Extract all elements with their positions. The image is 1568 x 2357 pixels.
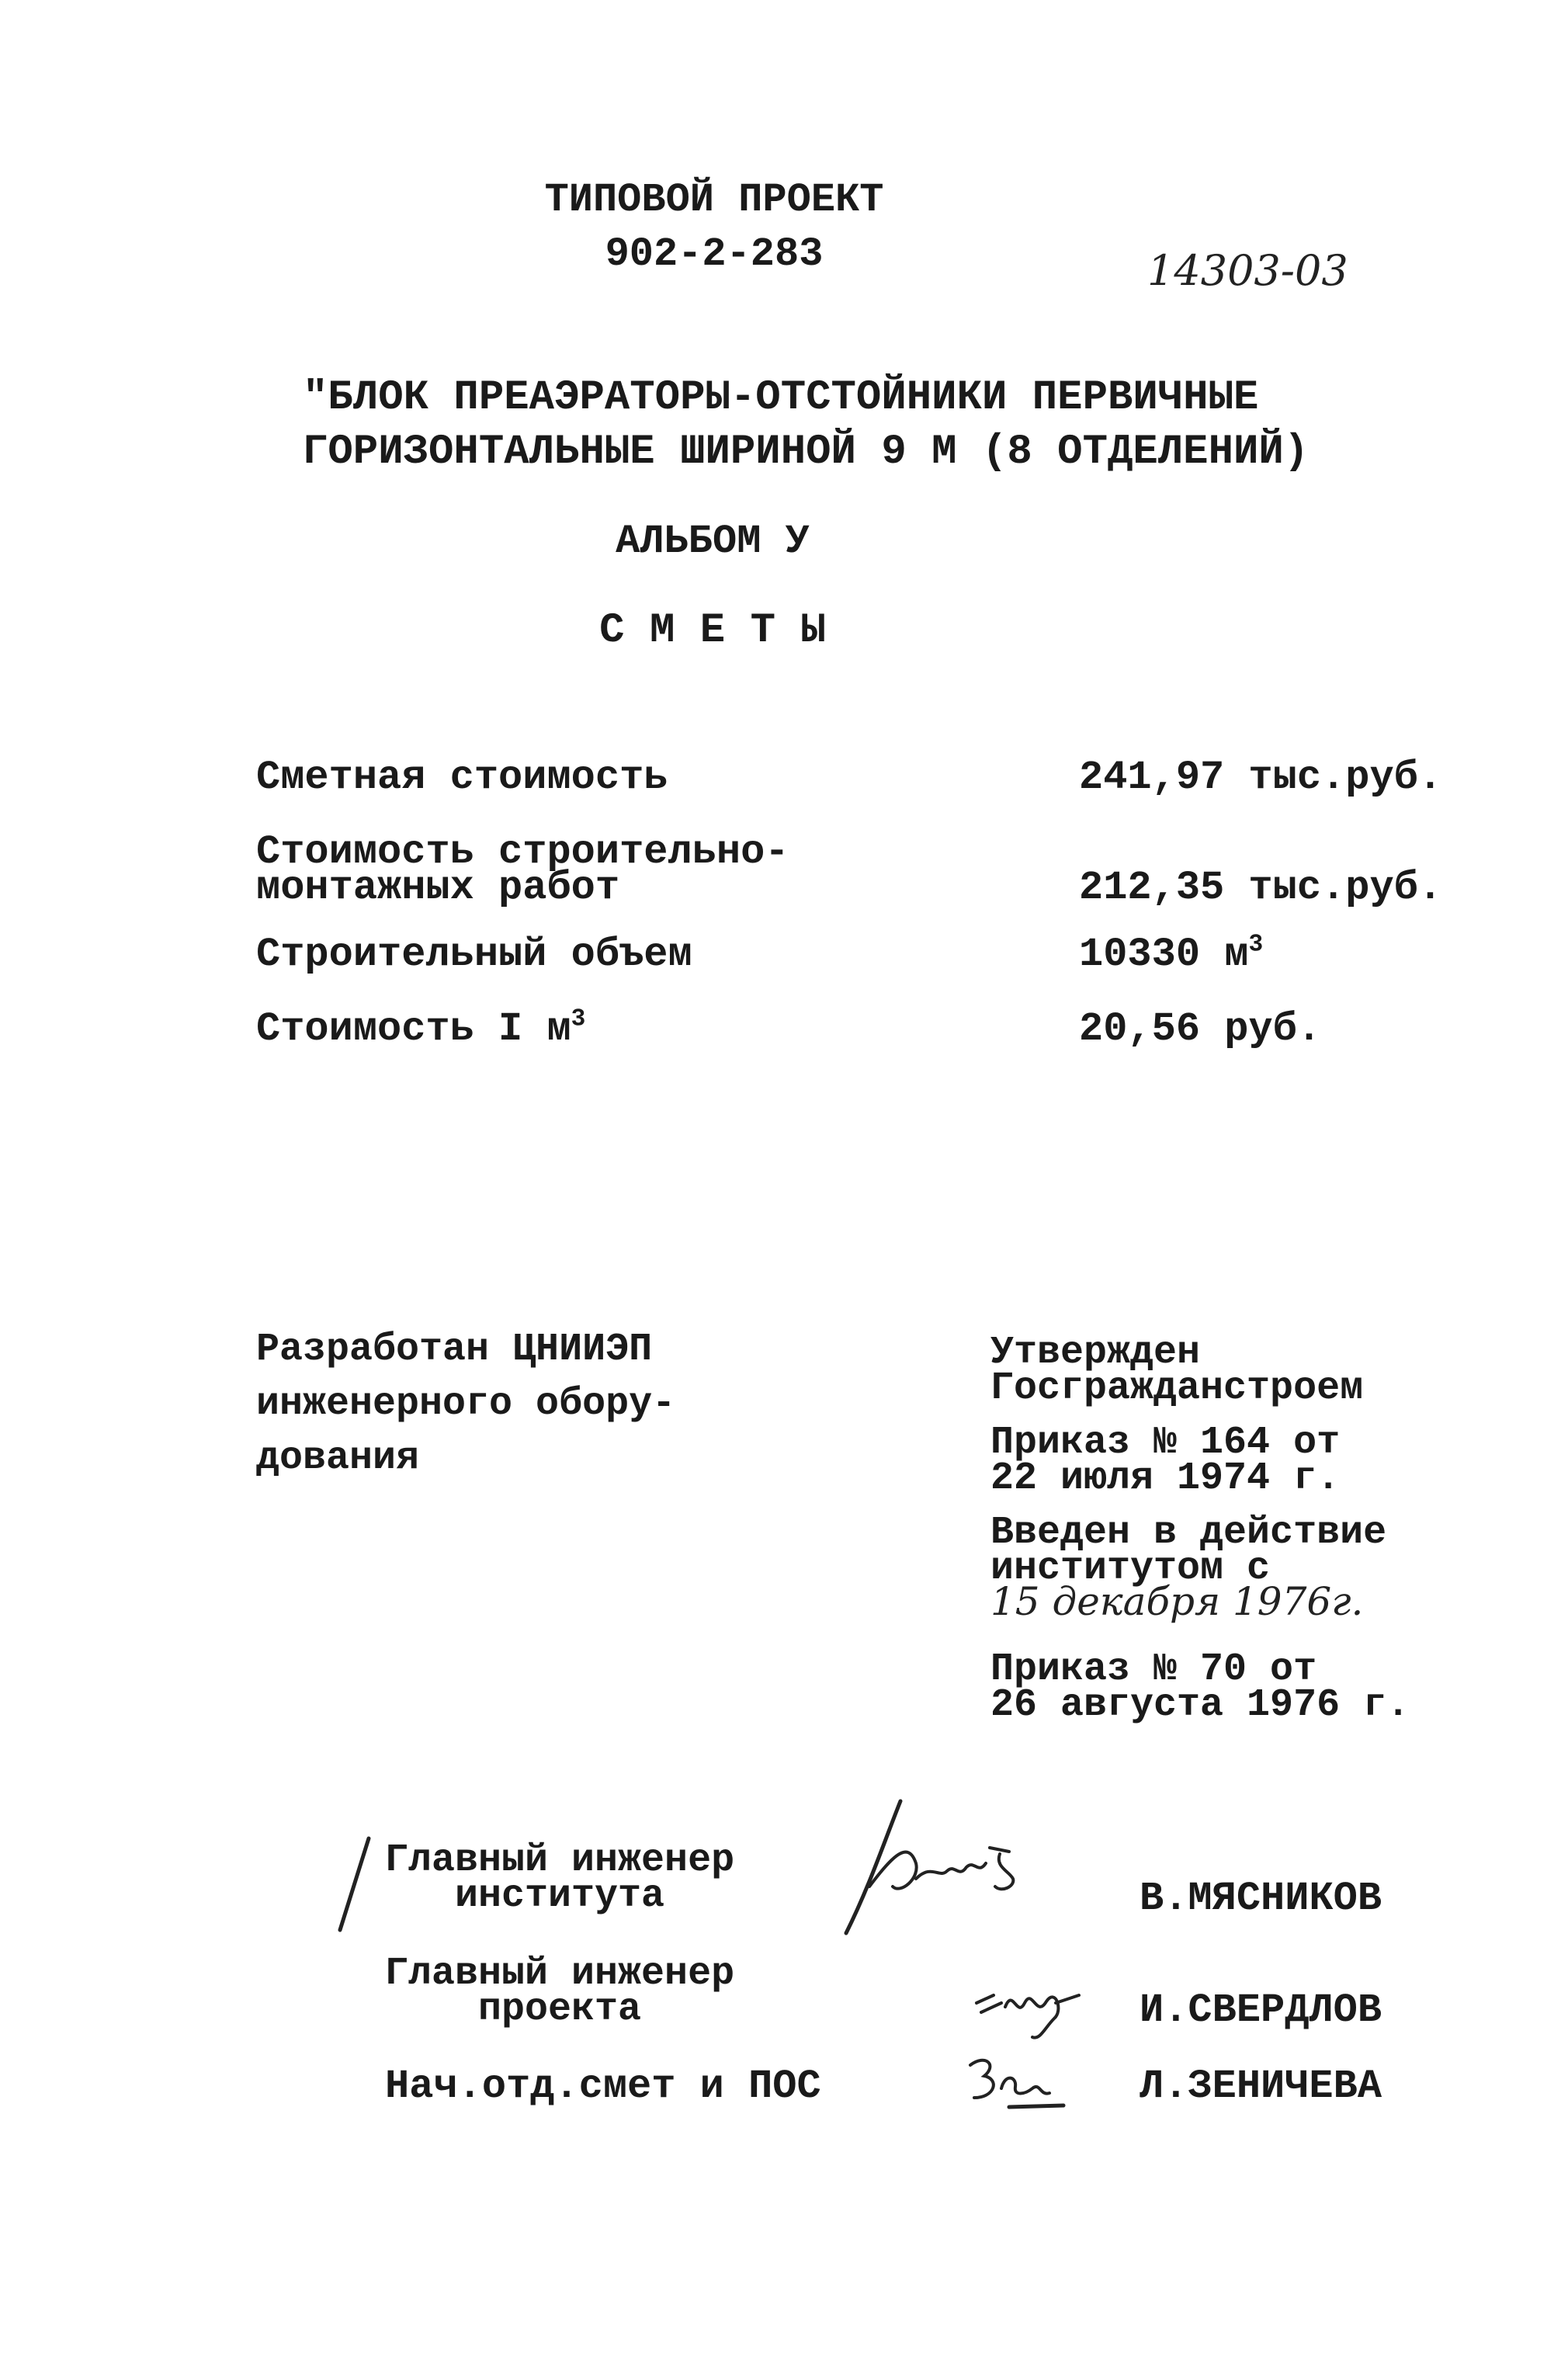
signature-name-3: Л.ЗЕНИЧЕВА (1140, 2064, 1382, 2109)
developer-block (256, 1328, 676, 1481)
approval-line-8: Приказ № 70 от (990, 1647, 1317, 1692)
approval-line-3: Приказ № 164 от (990, 1421, 1341, 1465)
approval-date-handwritten: 15 декабря 1976г. (990, 1579, 1364, 1624)
approval-line-1: Утвержден (990, 1331, 1201, 1375)
signature-role-2-line-2: проекта (478, 1987, 642, 2032)
approval-line-2: Госгражданстроем (990, 1366, 1364, 1411)
archive-number: 14303-03 (1147, 246, 1348, 295)
developer-line-3: дования (256, 1436, 420, 1481)
slash-mark (334, 1834, 380, 1935)
approval-line-6: институтом с (990, 1546, 1271, 1591)
signature-name-1: В.МЯСНИКОВ (1140, 1876, 1382, 1921)
section-title: С М Е Т Ы (599, 607, 826, 654)
signature-role-3: Нач.отд.смет и ПОС (385, 2064, 821, 2109)
signature-name-2: И.СВЕРДЛОВ (1140, 1987, 1382, 2033)
cost-value-estimate: 241,97 тыс.руб. (1079, 755, 1443, 800)
cost-label-volume: Строительный объем (256, 932, 692, 977)
project-number: 902-2-283 (605, 231, 824, 277)
signature-role-2 (385, 1952, 735, 2032)
cost-label-estimate: Сметная стоимость (256, 755, 668, 800)
order-block (990, 1647, 1410, 1727)
developer-line-1: Разработан ЦНИИЭП (256, 1328, 653, 1372)
cost-label-unit: Стоимость I $м^3$ (256, 1005, 586, 1052)
developer-line-2: инженерного обору- (256, 1382, 676, 1426)
signature-role-1-line-1: Главный инженер (385, 1838, 735, 1883)
cost-label-construction-2: монтажных работ (256, 865, 620, 911)
cost-value-construction: 212,35 тыс.руб. (1079, 865, 1443, 911)
signature-role-1-line-2: института (455, 1874, 665, 1918)
cost-label-construction-1: Стоимость строительно- (256, 829, 789, 875)
project-type-heading: ТИПОВОЙ ПРОЕКТ (544, 177, 884, 223)
handwritten-signature-2 (970, 1972, 1094, 2042)
approval-line-4: 22 июля 1974 г. (990, 1456, 1341, 1501)
signature-role-1 (385, 1838, 735, 1918)
approval-block (990, 1331, 1387, 1591)
cost-value-unit: 20,56 руб. (1079, 1006, 1322, 1052)
signature-role-2-line-1: Главный инженер (385, 1952, 735, 1996)
approval-line-5: Введен в действие (990, 1511, 1387, 1555)
album-label: АЛЬБОМ У (616, 519, 810, 564)
title-line-2: ГОРИЗОНТАЛЬНЫЕ ШИРИНОЙ 9 М (8 ОТДЕЛЕНИЙ) (303, 429, 1310, 476)
handwritten-signature-1 (823, 1793, 1056, 1941)
handwritten-signature-3 (963, 2050, 1087, 2119)
approval-line-9: 26 августа 1976 г. (990, 1683, 1410, 1727)
title-line-1: "БЛОК ПРЕАЭРАТОРЫ-ОТСТОЙНИКИ ПЕРВИЧНЫЕ (303, 374, 1259, 422)
cost-value-volume: 10330 $м^3$ (1079, 931, 1264, 977)
